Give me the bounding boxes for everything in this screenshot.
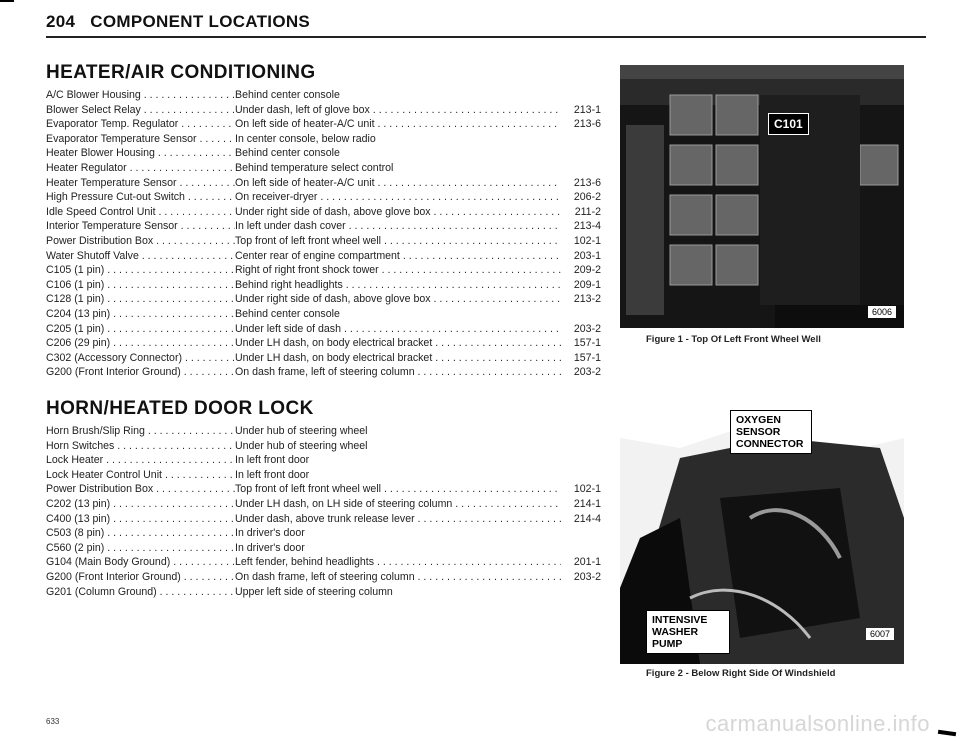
callout-oxygen-sensor: OXYGEN SENSOR CONNECTOR (730, 410, 812, 454)
component-row (46, 482, 606, 497)
callout-washer-pump: INTENSIVE WASHER PUMP (646, 610, 730, 654)
component-reference: 203-2 (573, 366, 601, 379)
component-name: C105 (1 pin) . . . (46, 263, 235, 278)
component-row (46, 468, 606, 483)
component-row (46, 555, 606, 570)
component-reference: 157-1 (573, 337, 601, 350)
callout-c101: C101 (768, 113, 809, 135)
component-name: Lock Heater . . . (46, 453, 235, 468)
component-location: Under dash, left of glove box . . . (235, 103, 561, 118)
component-reference: 201-1 (573, 556, 601, 569)
component-row (46, 541, 606, 556)
component-row (46, 190, 606, 205)
section-title-horn: HORN/HEATED DOOR LOCK (46, 398, 314, 419)
component-name: C204 (13 pin) . . . (46, 307, 235, 322)
component-row (46, 176, 606, 191)
component-reference: 203-2 (573, 322, 601, 335)
component-reference (561, 161, 601, 176)
component-location: On dash frame, left of steering column . . . (235, 365, 561, 380)
component-reference (561, 88, 601, 103)
component-location: On dash frame, left of steering column . . . (235, 570, 561, 585)
component-reference (561, 307, 601, 322)
component-reference: 203-2 (573, 570, 601, 583)
component-name: C202 (13 pin) . . . (46, 497, 235, 512)
component-location: Under dash, above trunk release lever . . . (235, 512, 561, 527)
section-title-hvac: HEATER/AIR CONDITIONING (46, 62, 316, 83)
component-name: A/C Blower Housing . . . (46, 88, 235, 103)
figure-2-caption: Figure 2 - Below Right Side Of Windshield (646, 668, 836, 679)
component-reference (561, 541, 601, 556)
figure-2-photo (620, 398, 904, 664)
component-reference: 214-4 (573, 512, 601, 525)
component-location: Under right side of dash, above glove box . . . (235, 205, 561, 220)
component-name: Water Shutoff Valve . . . (46, 249, 235, 264)
component-location: Under right side of dash, above glove box . . . (235, 292, 561, 307)
component-location: In driver's door (235, 527, 305, 540)
component-name: G200 (Front Interior Ground) . . . (46, 365, 235, 380)
component-row (46, 249, 606, 264)
component-reference (561, 439, 601, 454)
component-name: C503 (8 pin) . . . (46, 526, 235, 541)
component-row (46, 453, 606, 468)
component-row (46, 161, 606, 176)
component-row (46, 219, 606, 234)
photo-number-1: 6006 (868, 306, 896, 318)
watermark: carmanualsonline.info (705, 711, 930, 736)
component-reference: 206-2 (573, 191, 601, 204)
corner-mark (0, 0, 14, 8)
component-location: Under hub of steering wheel (235, 439, 368, 452)
component-name: Interior Temperature Sensor . . . (46, 219, 235, 234)
component-name: G200 (Front Interior Ground) . . . (46, 570, 235, 585)
component-name: C205 (1 pin) . . . (46, 322, 235, 337)
component-reference (561, 132, 601, 147)
component-location: Right of right front shock tower . . . (235, 263, 561, 278)
component-reference: 102-1 (573, 234, 601, 247)
component-location: Behind right headlights . . . (235, 278, 561, 293)
component-row (46, 512, 606, 527)
component-row (46, 307, 606, 322)
component-name: Lock Heater Control Unit . . . (46, 468, 235, 483)
component-location: In center console, below radio (235, 132, 376, 145)
component-name: Power Distribution Box . . . (46, 482, 235, 497)
component-location: Under LH dash, on LH side of steering column . . . (235, 497, 561, 512)
component-location: In left front door (235, 468, 310, 481)
component-location: Under hub of steering wheel (235, 425, 368, 437)
component-reference: 213-1 (573, 103, 601, 116)
component-location: Behind center console (235, 147, 340, 160)
component-reference: 213-6 (573, 118, 601, 131)
component-row (46, 497, 606, 512)
component-name: G104 (Main Body Ground) . . . (46, 555, 235, 570)
component-location: In driver's door (235, 541, 305, 554)
component-location: Top front of left front wheel well . . . (235, 234, 561, 249)
component-location: Top front of left front wheel well . . . (235, 482, 561, 497)
component-row (46, 365, 606, 380)
component-reference (561, 146, 601, 161)
component-row (46, 439, 606, 454)
component-location: Behind temperature select control (235, 161, 394, 174)
component-row (46, 103, 606, 118)
header-rule (46, 36, 926, 38)
page-header (46, 12, 310, 32)
component-name: Evaporator Temp. Regulator . . . (46, 117, 235, 132)
component-name: C206 (29 pin) . . . (46, 336, 235, 351)
component-name: G201 (Column Ground) . . . (46, 585, 235, 600)
component-name: C302 (Accessory Connector) . . . (46, 351, 235, 366)
component-row (46, 585, 606, 600)
header-page-number: 204 (46, 12, 76, 31)
component-row (46, 570, 606, 585)
component-name: Heater Temperature Sensor . . . (46, 176, 235, 191)
fuse-box-photo (620, 65, 904, 328)
component-name: C560 (2 pin) . . . (46, 541, 235, 556)
component-location: Under left side of dash . . . (235, 322, 561, 337)
component-row (46, 292, 606, 307)
component-row (46, 278, 606, 293)
component-name: Horn Switches . . . (46, 439, 235, 454)
component-location: Under LH dash, on body electrical bracket . . . (235, 336, 561, 351)
component-reference: 102-1 (573, 483, 601, 496)
component-reference (561, 585, 601, 600)
component-row (46, 146, 606, 161)
component-reference: 203-1 (573, 249, 601, 262)
component-location: On left side of heater-A/C unit . . . (235, 117, 561, 132)
component-reference (561, 526, 601, 541)
component-location: On left side of heater-A/C unit . . . (235, 176, 561, 191)
component-location: Behind center console (235, 89, 340, 101)
horn-component-list (46, 424, 606, 599)
component-row (46, 88, 606, 103)
component-row (46, 263, 606, 278)
component-name: C400 (13 pin) . . . (46, 512, 235, 527)
component-name: Power Distribution Box . . . (46, 234, 235, 249)
component-location: Under LH dash, on body electrical bracket . . . (235, 351, 561, 366)
component-row (46, 336, 606, 351)
component-name: C106 (1 pin) . . . (46, 278, 235, 293)
component-row (46, 205, 606, 220)
footer-page-number: 633 (46, 717, 60, 726)
figure-1-photo (620, 65, 904, 328)
header-title: COMPONENT LOCATIONS (90, 12, 311, 31)
component-name: Evaporator Temperature Sensor . . . (46, 132, 235, 147)
hvac-component-list (46, 88, 606, 380)
component-location: In left front door (235, 454, 310, 467)
component-location: In left under dash cover . . . (235, 219, 561, 234)
component-location: Upper left side of steering column (235, 585, 393, 598)
component-row (46, 322, 606, 337)
page-turn-arrow (938, 730, 956, 736)
component-row (46, 424, 606, 439)
component-name: Blower Select Relay . . . (46, 103, 235, 118)
component-reference: 211-2 (574, 205, 601, 218)
component-name: C128 (1 pin) . . . (46, 292, 235, 307)
component-name: Horn Brush/Slip Ring . . . (46, 424, 235, 439)
figure-1-caption: Figure 1 - Top Of Left Front Wheel Well (646, 334, 821, 345)
component-reference (561, 468, 601, 483)
component-reference: 213-4 (573, 220, 601, 233)
component-name: Idle Speed Control Unit . . . (46, 205, 235, 220)
component-location: Left fender, behind headlights . . . (235, 555, 561, 570)
component-name: Heater Blower Housing . . . (46, 146, 235, 161)
component-row (46, 117, 606, 132)
component-row (46, 234, 606, 249)
component-location: Behind center console (235, 307, 340, 320)
component-row (46, 351, 606, 366)
component-row (46, 132, 606, 147)
component-name: Heater Regulator . . . (46, 161, 235, 176)
component-reference (561, 424, 601, 439)
component-reference (561, 453, 601, 468)
component-reference: 213-6 (573, 176, 601, 189)
component-location: On receiver-dryer . . . (235, 190, 561, 205)
component-reference: 209-2 (573, 264, 601, 277)
component-reference: 214-1 (573, 497, 601, 510)
component-reference: 213-2 (573, 293, 601, 306)
photo-number-2: 6007 (866, 628, 894, 640)
component-name: High Pressure Cut-out Switch . . . (46, 190, 235, 205)
component-reference: 209-1 (573, 278, 601, 291)
component-location: Center rear of engine compartment . . . (235, 249, 561, 264)
component-reference: 157-1 (573, 351, 601, 364)
component-row (46, 526, 606, 541)
